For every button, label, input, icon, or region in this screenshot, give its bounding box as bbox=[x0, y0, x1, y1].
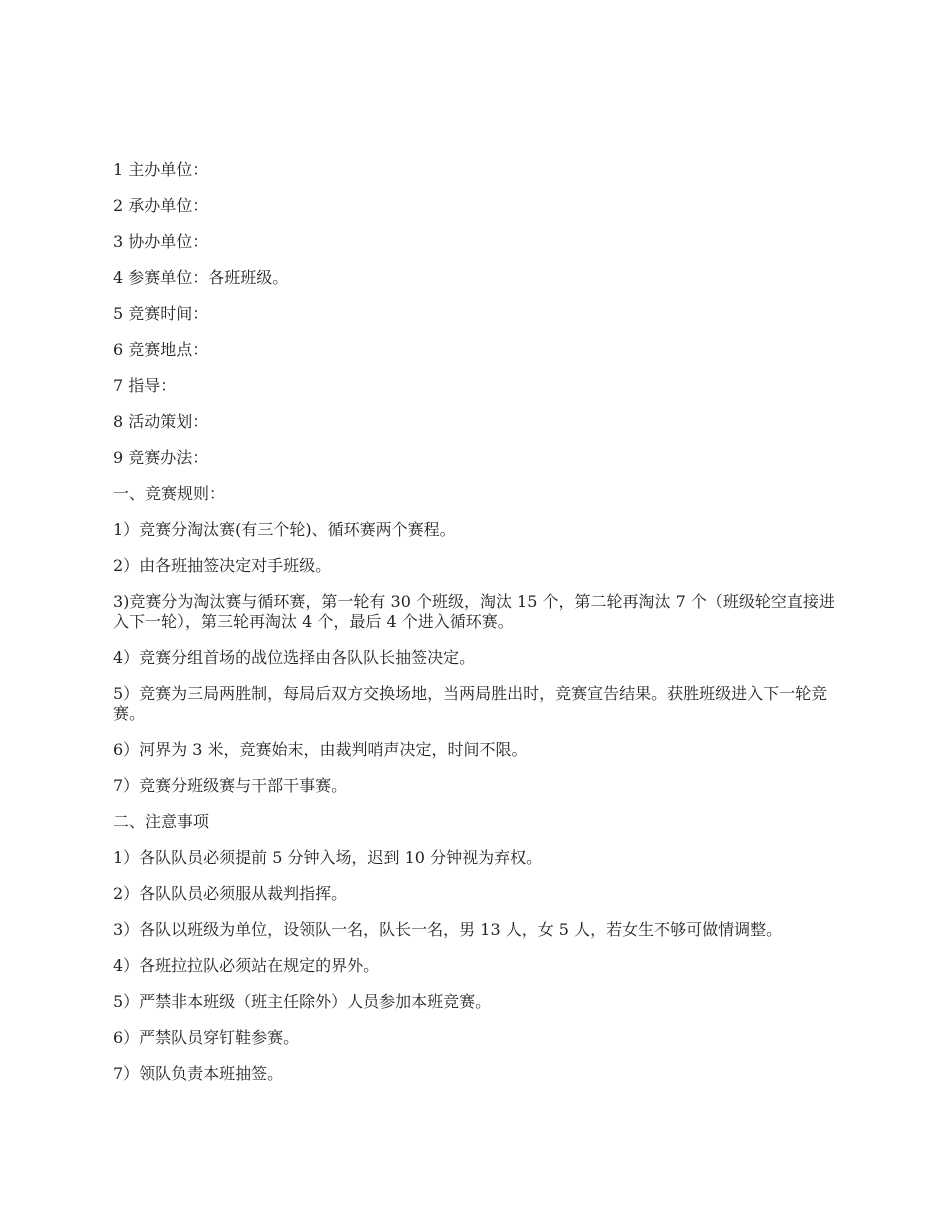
rule-item: 7）竞赛分班级赛与干部干事赛。 bbox=[113, 776, 348, 795]
rule-item: 5）竞赛为三局两胜制，每局后双方交换场地，当两局胜出时，竞赛宣告结果。获胜班级进入下一轮竞赛。 bbox=[113, 684, 828, 723]
note-item: 3）各队以班级为单位，设领队一名，队长一名，男 13 人，女 5 人，若女生不够可做情调整。 bbox=[113, 920, 783, 939]
competition-method-line: 9 竞赛办法： bbox=[113, 448, 209, 467]
section-heading-notes: 二、注意事项 bbox=[113, 812, 210, 831]
co-organizer-line: 3 协办单位： bbox=[113, 232, 209, 251]
document-body bbox=[113, 160, 843, 1100]
rule-item: 4）竞赛分组首场的战位选择由各队队长抽签决定。 bbox=[113, 648, 476, 667]
section-heading-rules: 一、竞赛规则： bbox=[113, 484, 226, 503]
participants-line: 4 参赛单位：各班班级。 bbox=[113, 268, 289, 287]
rule-item: 6）河界为 3 米，竞赛始末，由裁判哨声决定，时间不限。 bbox=[113, 740, 528, 759]
host-line: 2 承办单位： bbox=[113, 196, 209, 215]
rule-item: 1）竞赛分淘汰赛(有三个轮)、循环赛两个赛程。 bbox=[113, 520, 456, 539]
rule-item: 3)竞赛分为淘汰赛与循环赛，第一轮有 30 个班级，淘汰 15 个，第二轮再淘汰 7 个（班级轮空直接进入下一轮），第三轮再淘汰 4 个，最后 4 个进入循环赛。 bbox=[113, 592, 835, 631]
organizer-line: 1 主办单位： bbox=[113, 160, 209, 179]
rule-item: 2）由各班抽签决定对手班级。 bbox=[113, 556, 332, 575]
note-item: 5）严禁非本班级（班主任除外）人员参加本班竞赛。 bbox=[113, 992, 492, 1011]
competition-time-line: 5 竞赛时间： bbox=[113, 304, 209, 323]
competition-venue-line: 6 竞赛地点： bbox=[113, 340, 209, 359]
guidance-line: 7 指导： bbox=[113, 376, 177, 395]
note-item: 7）领队负责本班抽签。 bbox=[113, 1064, 284, 1083]
note-item: 4）各班拉拉队必须站在规定的界外。 bbox=[113, 956, 380, 975]
planning-line: 8 活动策划： bbox=[113, 412, 209, 431]
note-item: 2）各队队员必须服从裁判指挥。 bbox=[113, 884, 348, 903]
note-item: 1）各队队员必须提前 5 分钟入场，迟到 10 分钟视为弃权。 bbox=[113, 848, 543, 867]
note-item: 6）严禁队员穿钉鞋参赛。 bbox=[113, 1028, 300, 1047]
